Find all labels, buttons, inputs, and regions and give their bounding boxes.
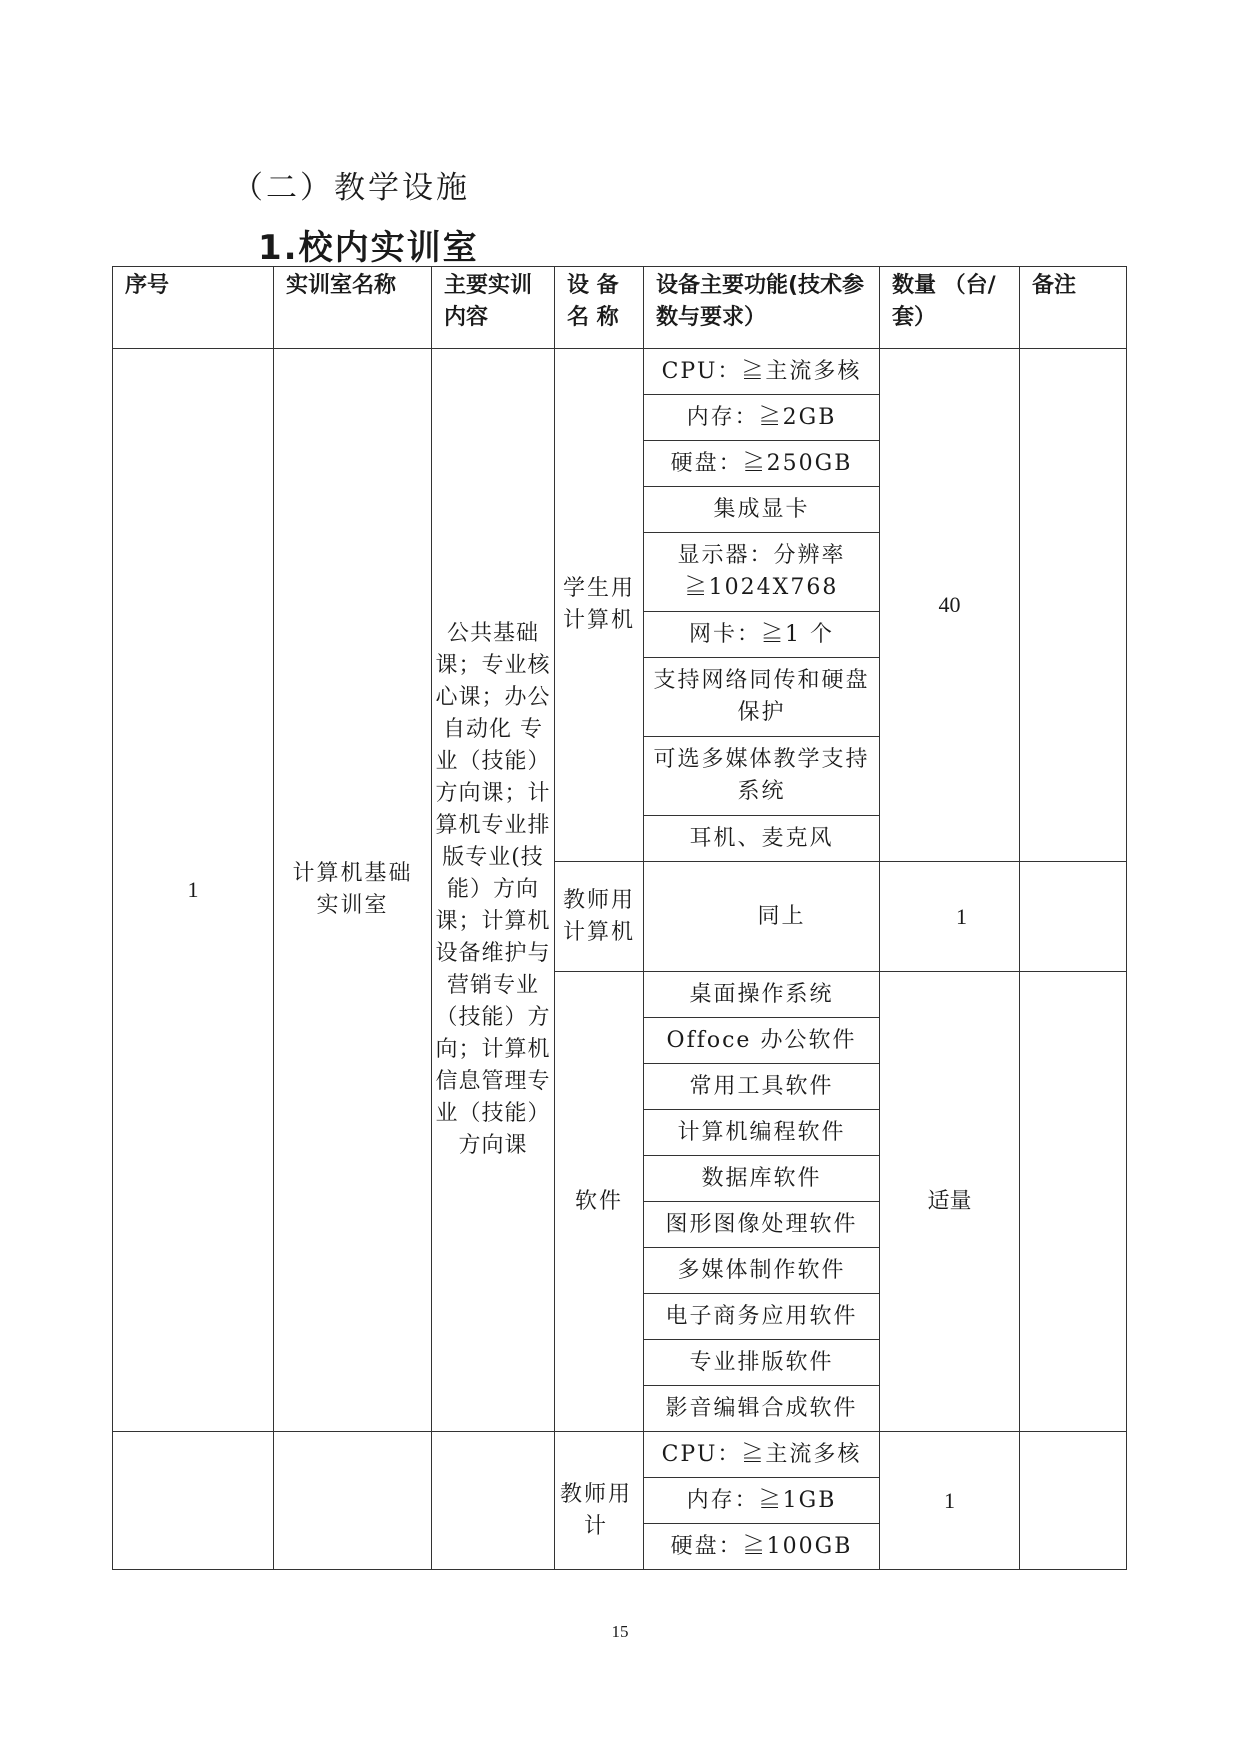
spec-cell: 支持网络同传和硬盘保护 bbox=[644, 658, 880, 737]
teacher-pc-name: 教师用计算机 bbox=[555, 862, 644, 972]
student-pc-name: 学生用计算机 bbox=[555, 349, 644, 862]
spec-cell: 显示器：分辨率≧1024X768 bbox=[644, 533, 880, 612]
header-function: 设备主要功能(技术参数与要求） bbox=[644, 267, 880, 349]
software-quantity: 适量 bbox=[880, 972, 1020, 1432]
spec-cell: 影音编辑合成软件 bbox=[644, 1386, 880, 1432]
spec-cell: 图形图像处理软件 bbox=[644, 1202, 880, 1248]
room-name-cell-empty bbox=[274, 1432, 432, 1570]
table-header-row bbox=[113, 267, 1127, 349]
spec-cell: 数据库软件 bbox=[644, 1156, 880, 1202]
sub-title: 1.校内实训室 bbox=[258, 228, 479, 268]
spec-cell: 耳机、麦克风 bbox=[644, 816, 880, 862]
spec-cell: 电子商务应用软件 bbox=[644, 1294, 880, 1340]
seq-cell-empty bbox=[113, 1432, 274, 1570]
remark-cell bbox=[1020, 349, 1127, 862]
spec-cell: 多媒体制作软件 bbox=[644, 1248, 880, 1294]
header-seq: 序号 bbox=[113, 267, 274, 349]
teacher-pc-name-2: 教师用计 bbox=[555, 1432, 644, 1570]
spec-cell: 可选多媒体教学支持系统 bbox=[644, 737, 880, 816]
teacher-pc-quantity-2: 1 bbox=[880, 1432, 1020, 1570]
header-room-name: 实训室名称 bbox=[274, 267, 432, 349]
spec-cell: 桌面操作系统 bbox=[644, 972, 880, 1018]
spec-cell: 网卡：≧1 个 bbox=[644, 612, 880, 658]
header-content: 主要实训内容 bbox=[432, 267, 555, 349]
software-name: 软件 bbox=[555, 972, 644, 1432]
remark-cell bbox=[1020, 862, 1127, 972]
remark-cell bbox=[1020, 1432, 1127, 1570]
section-title: （二）教学设施 bbox=[232, 170, 470, 206]
seq-cell: 1 bbox=[113, 349, 274, 1432]
spec-cell: CPU：≧主流多核 bbox=[644, 1432, 880, 1478]
teacher-pc-quantity: 1 bbox=[880, 862, 1020, 972]
training-room-table bbox=[112, 266, 1127, 1570]
header-remark: 备注 bbox=[1020, 267, 1127, 349]
spec-cell: 专业排版软件 bbox=[644, 1340, 880, 1386]
spec-cell: 硬盘：≧250GB bbox=[644, 441, 880, 487]
spec-cell: CPU：≧主流多核 bbox=[644, 349, 880, 395]
spec-cell: Offoce 办公软件 bbox=[644, 1018, 880, 1064]
student-pc-quantity: 40 bbox=[880, 349, 1020, 862]
spec-cell: 硬盘：≧100GB bbox=[644, 1524, 880, 1570]
header-equipment: 设 备 名 称 bbox=[555, 267, 644, 349]
page-number: 15 bbox=[611, 1622, 629, 1641]
header-quantity: 数量 （台/套） bbox=[880, 267, 1020, 349]
table-row bbox=[113, 1432, 1127, 1478]
spec-cell: 内存：≧1GB bbox=[644, 1478, 880, 1524]
spec-cell: 内存：≧2GB bbox=[644, 395, 880, 441]
content-cell-empty bbox=[432, 1432, 555, 1570]
spec-cell: 计算机编程软件 bbox=[644, 1110, 880, 1156]
remark-cell bbox=[1020, 972, 1127, 1432]
table-row bbox=[113, 349, 1127, 395]
teacher-pc-spec: 同上 bbox=[644, 862, 880, 972]
room-name-cell: 计算机基础实训室 bbox=[274, 349, 432, 1432]
spec-cell: 常用工具软件 bbox=[644, 1064, 880, 1110]
spec-cell: 集成显卡 bbox=[644, 487, 880, 533]
content-cell: 公共基础课；专业核心课；办公自动化 专 业（技能）方向课；计算机专业排版专业(技能）方向课；计算机设备维护与营销专业（技能）方向；计算机信息管理专业（技能）方向课 bbox=[432, 349, 555, 1432]
